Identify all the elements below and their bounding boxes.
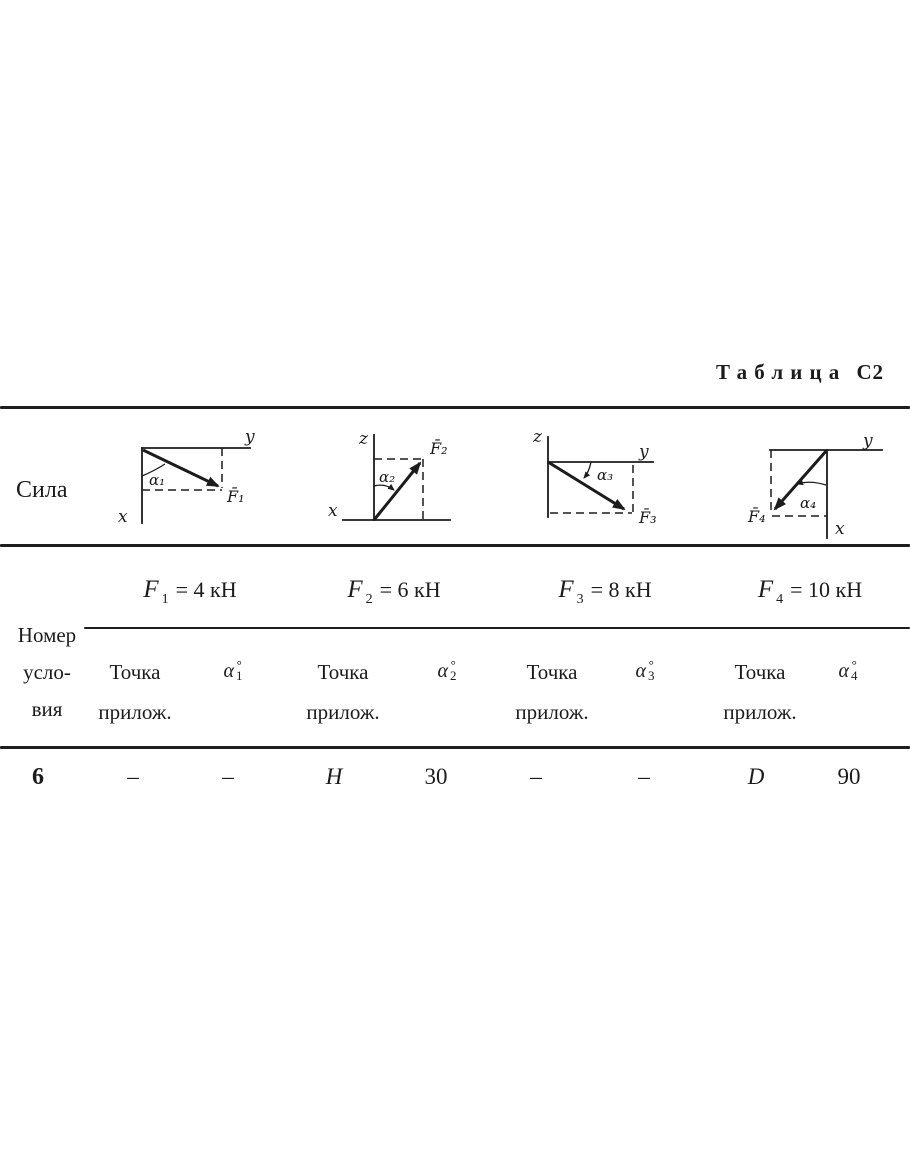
f4-alpha-label: α₄	[800, 494, 817, 512]
alpha-degree-sign: °	[851, 657, 857, 672]
f3-alpha-label: α₃	[597, 466, 614, 484]
alpha-symbol: α	[437, 660, 448, 682]
f4-x-axis-label: x	[835, 519, 845, 539]
table-title-number: С2	[856, 360, 884, 384]
force-value-f1	[143, 576, 236, 608]
force-row-label: Сила	[16, 477, 68, 503]
force-value-f4	[758, 576, 862, 608]
force-subscript: 4	[776, 591, 784, 607]
point-header-col4	[723, 652, 796, 732]
table-title	[716, 360, 884, 385]
point-header-line1: Точка	[317, 660, 369, 684]
alpha-value-col1: –	[222, 764, 234, 789]
point-header-line2: прилож.	[306, 700, 380, 724]
alpha-degree-sign: °	[236, 657, 242, 672]
alpha-subscript: 4	[851, 668, 858, 683]
f3-y-axis-label: y	[639, 442, 649, 462]
condition-number-header	[4, 617, 90, 728]
force-magnitude: = 10 кН	[790, 577, 863, 602]
point-value-col1: –	[127, 764, 139, 789]
f2-alpha-label: α₂	[379, 468, 396, 486]
force-magnitude: = 8 кН	[590, 577, 652, 602]
force-symbol: F	[143, 576, 159, 603]
alpha-value-col4: 90	[837, 764, 861, 789]
f3-force-label: F̄₃	[639, 508, 657, 527]
f1-y-axis-label: y	[245, 427, 255, 447]
force-diagram-f3	[523, 424, 665, 540]
force-symbol: F	[347, 576, 363, 603]
alpha-symbol: α	[838, 660, 849, 682]
f2-x-axis-label: x	[328, 501, 338, 521]
point-header-line2: прилож.	[98, 700, 172, 724]
alpha-degree-sign: °	[648, 657, 654, 672]
point-header-col3	[515, 652, 588, 732]
point-header-line1: Точка	[526, 660, 578, 684]
f1-force-label: F̄₁	[227, 487, 245, 506]
force-subscript: 2	[365, 591, 373, 607]
condition-number-value: 6	[32, 764, 44, 790]
point-value-col2: H	[325, 764, 343, 789]
f4-y-axis-label: y	[863, 431, 873, 451]
alpha-subscript: 1	[236, 668, 243, 683]
force-diagram-f1	[98, 427, 266, 535]
condition-number-line2: усло-	[23, 660, 71, 684]
point-header-line2: прилож.	[723, 700, 797, 724]
point-header-col2	[306, 652, 379, 732]
f3-angle-arc	[584, 462, 591, 478]
point-header-line2: прилож.	[515, 700, 589, 724]
rule-below-header	[0, 746, 910, 749]
force-magnitude: = 4 кН	[175, 577, 237, 602]
alpha-degree-sign: °	[450, 657, 456, 672]
alpha-subscript: 2	[450, 668, 457, 683]
point-value-col3: –	[530, 764, 542, 789]
force-magnitude: = 6 кН	[379, 577, 441, 602]
alpha-header-1	[223, 657, 243, 683]
f4-force-label: F̄₄	[748, 507, 766, 526]
alpha-value-col2: 30	[424, 764, 448, 789]
rule-below-diagrams	[0, 544, 910, 547]
alpha-header-4	[838, 657, 858, 683]
force-symbol: F	[558, 576, 574, 603]
table-title-word: Таблица	[716, 360, 847, 384]
force-diagram-f2	[323, 424, 458, 530]
force-value-f2	[347, 576, 440, 608]
condition-number-line1: Номер	[17, 623, 77, 647]
f1-x-axis-label: x	[118, 507, 128, 527]
point-value-col4: D	[747, 764, 765, 789]
force-subscript: 3	[576, 591, 584, 607]
rule-top	[0, 406, 910, 409]
force-symbol: F	[757, 576, 774, 603]
alpha-subscript: 3	[648, 668, 655, 683]
f3-z-axis-label: z	[533, 427, 542, 447]
alpha-symbol: α	[223, 660, 234, 682]
rule-header-partial	[84, 627, 910, 629]
force-subscript: 1	[161, 591, 169, 607]
alpha-header-3	[635, 657, 655, 683]
f2-force-label: F̄₂	[430, 439, 448, 458]
alpha-value-col3: –	[638, 764, 650, 789]
f2-z-axis-label: z	[359, 429, 368, 449]
condition-number-line3: вия	[31, 697, 63, 721]
force-diagram-f4	[728, 424, 900, 542]
alpha-symbol: α	[635, 660, 646, 682]
point-header-line1: Точка	[734, 660, 786, 684]
f4-angle-arc	[797, 482, 826, 485]
point-header-col1	[98, 652, 171, 732]
force-value-f3	[558, 576, 651, 608]
alpha-header-2	[437, 657, 457, 683]
point-header-line1: Точка	[109, 660, 161, 684]
f1-alpha-label: α₁	[149, 471, 166, 489]
